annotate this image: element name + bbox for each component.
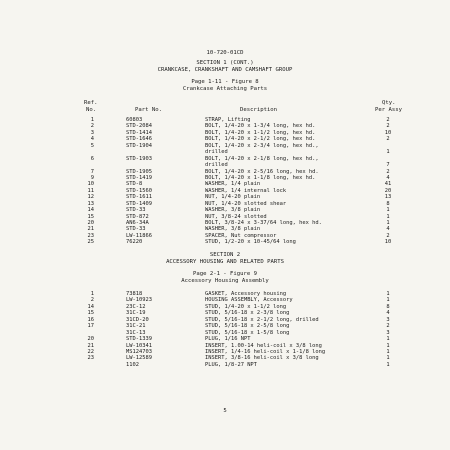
quantity: 1: [386, 342, 390, 349]
part-number: 31CD-20: [126, 316, 149, 323]
quantity: 1: [386, 355, 390, 362]
part-description: drilled: [205, 162, 228, 169]
quantity: 8: [386, 303, 390, 310]
ref-number: 22: [87, 348, 94, 355]
quantity: 1: [386, 336, 390, 343]
section1-figure: Page 1-11 - Figure 8: [191, 79, 259, 85]
quantity: 8: [386, 200, 390, 207]
quantity: 4: [386, 226, 390, 233]
part-description: GASKET, Accessory housing: [205, 291, 287, 297]
part-description: BOLT, 3/8-24 x 3-37/64 long, hex hd.: [205, 220, 322, 226]
table-row: [0, 239, 450, 245]
part-description: BOLT, 1/4-20 x 1-1/2 long, hex hd.: [205, 129, 316, 136]
part-description: NUT, 3/8-24 slotted: [205, 213, 267, 220]
quantity: 3: [386, 316, 390, 323]
part-number: STD-8: [126, 181, 143, 188]
part-description: BOLT, 1/4-20 x 2-3/4 long, hex hd.,: [205, 142, 319, 149]
page-number: 5: [223, 408, 227, 414]
ref-number: 23: [87, 355, 94, 362]
ref-number: 20: [87, 336, 94, 343]
part-number: STD-1905: [126, 168, 152, 175]
quantity: 2: [386, 232, 390, 239]
part-description: INSERT, 3/8-16 heli-coil x 3/8 long: [205, 355, 319, 362]
quantity: 1: [386, 361, 390, 368]
part-number: STD-872: [126, 213, 149, 220]
quantity: 20: [384, 187, 392, 194]
part-number: STD-1611: [126, 194, 152, 201]
quantity: 3: [386, 329, 390, 336]
part-description: NUT, 1/4-20 plain: [205, 194, 261, 201]
quantity: 10: [384, 129, 392, 136]
section2-subtitle: ACCESSORY HOUSING AND RELATED PARTS: [166, 258, 284, 265]
qty-header-line2: Per Assy: [375, 106, 402, 113]
ref-number: 21: [87, 226, 94, 233]
ref-number: 10: [87, 181, 94, 188]
quantity: 10: [384, 239, 392, 246]
accessory-parts-table: [0, 291, 450, 368]
part-description: BOLT, 1/4-20 x 2-1/2 long, hex hd.: [205, 136, 316, 143]
ref-number: 2: [90, 123, 94, 130]
ref-header-line2: No.: [86, 106, 97, 113]
part-number: STD-1904: [126, 142, 152, 149]
part-number: 31C-19: [126, 310, 146, 317]
part-description: WASHER, 1/4 internal lock: [205, 187, 287, 194]
section1-title: SECTION 1 (CONT.): [196, 60, 254, 66]
ref-number: 14: [87, 207, 94, 214]
part-description: WASHER, 3/8 plain: [205, 226, 261, 233]
part-description: BOLT, 1/4-20 x 2-1/8 long, hex hd.,: [205, 155, 319, 162]
part-number: LW-11866: [126, 232, 152, 239]
ref-number: 15: [87, 310, 94, 317]
table-row: [0, 362, 450, 368]
section2-figure-title: Accessory Housing Assembly: [181, 277, 269, 284]
quantity: 2: [386, 168, 390, 175]
part-description: PLUG, 1/16 NPT: [205, 336, 251, 343]
quantity: 1: [386, 207, 390, 214]
ref-number: 11: [87, 187, 94, 194]
ref-number: 12: [87, 194, 94, 201]
part-description: SPACER, Nut compressor: [205, 232, 277, 239]
part-description: STUD, 5/16-18 x 1-5/8 long: [205, 329, 290, 336]
ref-number: 4: [90, 136, 94, 143]
part-description: BOLT, 1/4-20 x 1-1/8 long, hex hd.: [205, 174, 316, 181]
part-description: STRAP, Lifting: [205, 117, 251, 123]
quantity: 7: [386, 162, 390, 169]
part-number: 31C-21: [126, 323, 146, 330]
part-number: STD-1339: [126, 336, 152, 343]
part-description: INSERT, 1.00-14 heli-coil x 3/8 long: [205, 342, 322, 349]
part-description: WASHER, 1/4 plain: [205, 181, 261, 188]
ref-number: 23: [87, 232, 94, 239]
part-description: BOLT, 1/4-20 x 2-5/16 long, hex hd.: [205, 168, 319, 175]
section1-subtitle: CRANKCASE, CRANKSHAFT AND CAMSHAFT GROUP: [157, 66, 293, 73]
part-number: STD-1560: [126, 187, 152, 194]
part-number: STD-33: [126, 226, 146, 233]
ref-number: 13: [87, 200, 94, 207]
quantity: 1: [386, 220, 390, 226]
ref-number: 1: [90, 291, 94, 297]
part-number: MS124703: [126, 348, 152, 355]
part-description: PLUG, 1/8-27 NPT: [205, 361, 257, 368]
part-description: WASHER, 3/8 plain: [205, 207, 261, 214]
part-description: drilled: [205, 149, 228, 156]
ref-number: 7: [90, 168, 94, 175]
part-description: HOUSING ASSEMBLY, Accessory: [205, 297, 293, 304]
ref-number: 2: [90, 297, 94, 304]
quantity: 1: [386, 149, 390, 156]
quantity: 41: [384, 181, 392, 188]
section1-figure-title: Crankcase Attaching Parts: [182, 85, 268, 92]
ref-number: 14: [87, 303, 94, 310]
part-number: 73818: [126, 291, 143, 297]
ref-number: 9: [90, 174, 94, 181]
part-number: 31C-13: [126, 329, 146, 336]
quantity: 2: [386, 323, 390, 330]
ref-number: 15: [87, 213, 94, 220]
quantity: 1: [386, 297, 390, 304]
part-no-header: Part No.: [135, 106, 162, 113]
part-description: BOLT, 1/4-20 x 1-3/4 long, hex hd.: [205, 123, 316, 130]
part-number: STD-1646: [126, 136, 152, 143]
quantity: 1: [386, 213, 390, 220]
quantity: 2: [386, 136, 390, 143]
part-number: 23C-12: [126, 303, 146, 310]
description-header: Description: [240, 106, 278, 113]
section2-title: SECTION 2: [209, 252, 241, 258]
part-number: STD-1419: [126, 174, 152, 181]
part-number: AN6-34A: [126, 220, 149, 226]
ref-number: 16: [87, 316, 94, 323]
part-description: STUD, 5/16-18 x 2-3/8 long: [205, 310, 290, 317]
part-number: LW-10341: [126, 342, 152, 349]
ref-number: 25: [87, 239, 94, 246]
quantity: 2: [386, 117, 390, 123]
part-description: STUD, 1/2-20 x 10-45/64 long: [205, 239, 296, 246]
ref-number: 3: [90, 129, 94, 136]
quantity: 1: [386, 291, 390, 297]
quantity: 13: [384, 194, 392, 201]
quantity: 4: [386, 174, 390, 181]
part-number: LW-10923: [126, 297, 152, 304]
ref-header-line1: Ref.: [84, 100, 98, 106]
part-number: STD-1414: [126, 129, 152, 136]
part-description: STUD, 5/16-18 x 2-1/2 long, drilled: [205, 316, 319, 323]
part-number: STD-2084: [126, 123, 152, 130]
part-number: 1102: [126, 361, 139, 368]
part-description: STUD, 1/4-20 x 1-1/2 long: [205, 303, 287, 310]
part-number: 60803: [126, 117, 143, 123]
ref-number: 21: [87, 342, 94, 349]
ref-number: 17: [87, 323, 94, 330]
document-id: 10-720-01CD: [206, 50, 244, 56]
quantity: 1: [386, 348, 390, 355]
part-number: STD-33: [126, 207, 146, 214]
crankcase-parts-table: [0, 117, 450, 246]
part-number: 76220: [126, 239, 143, 246]
section2-figure: Page 2-1 - Figure 9: [193, 271, 257, 277]
qty-header-line1: Qty.: [382, 100, 396, 106]
quantity: 4: [386, 310, 390, 317]
ref-number: 20: [87, 220, 94, 226]
part-number: STD-1903: [126, 155, 152, 162]
ref-number: 1: [90, 117, 94, 123]
ref-number: 6: [90, 155, 94, 162]
ref-number: 5: [90, 142, 94, 149]
part-description: INSERT, 1/4-16 heli-coil x 1-1/8 long: [205, 348, 326, 355]
part-description: NUT, 1/4-20 slotted shear: [205, 200, 287, 207]
part-description: STUD, 5/16-18 x 2-5/8 long: [205, 323, 290, 330]
part-number: STD-1409: [126, 200, 152, 207]
quantity: 2: [386, 123, 390, 130]
part-number: LW-12589: [126, 355, 152, 362]
